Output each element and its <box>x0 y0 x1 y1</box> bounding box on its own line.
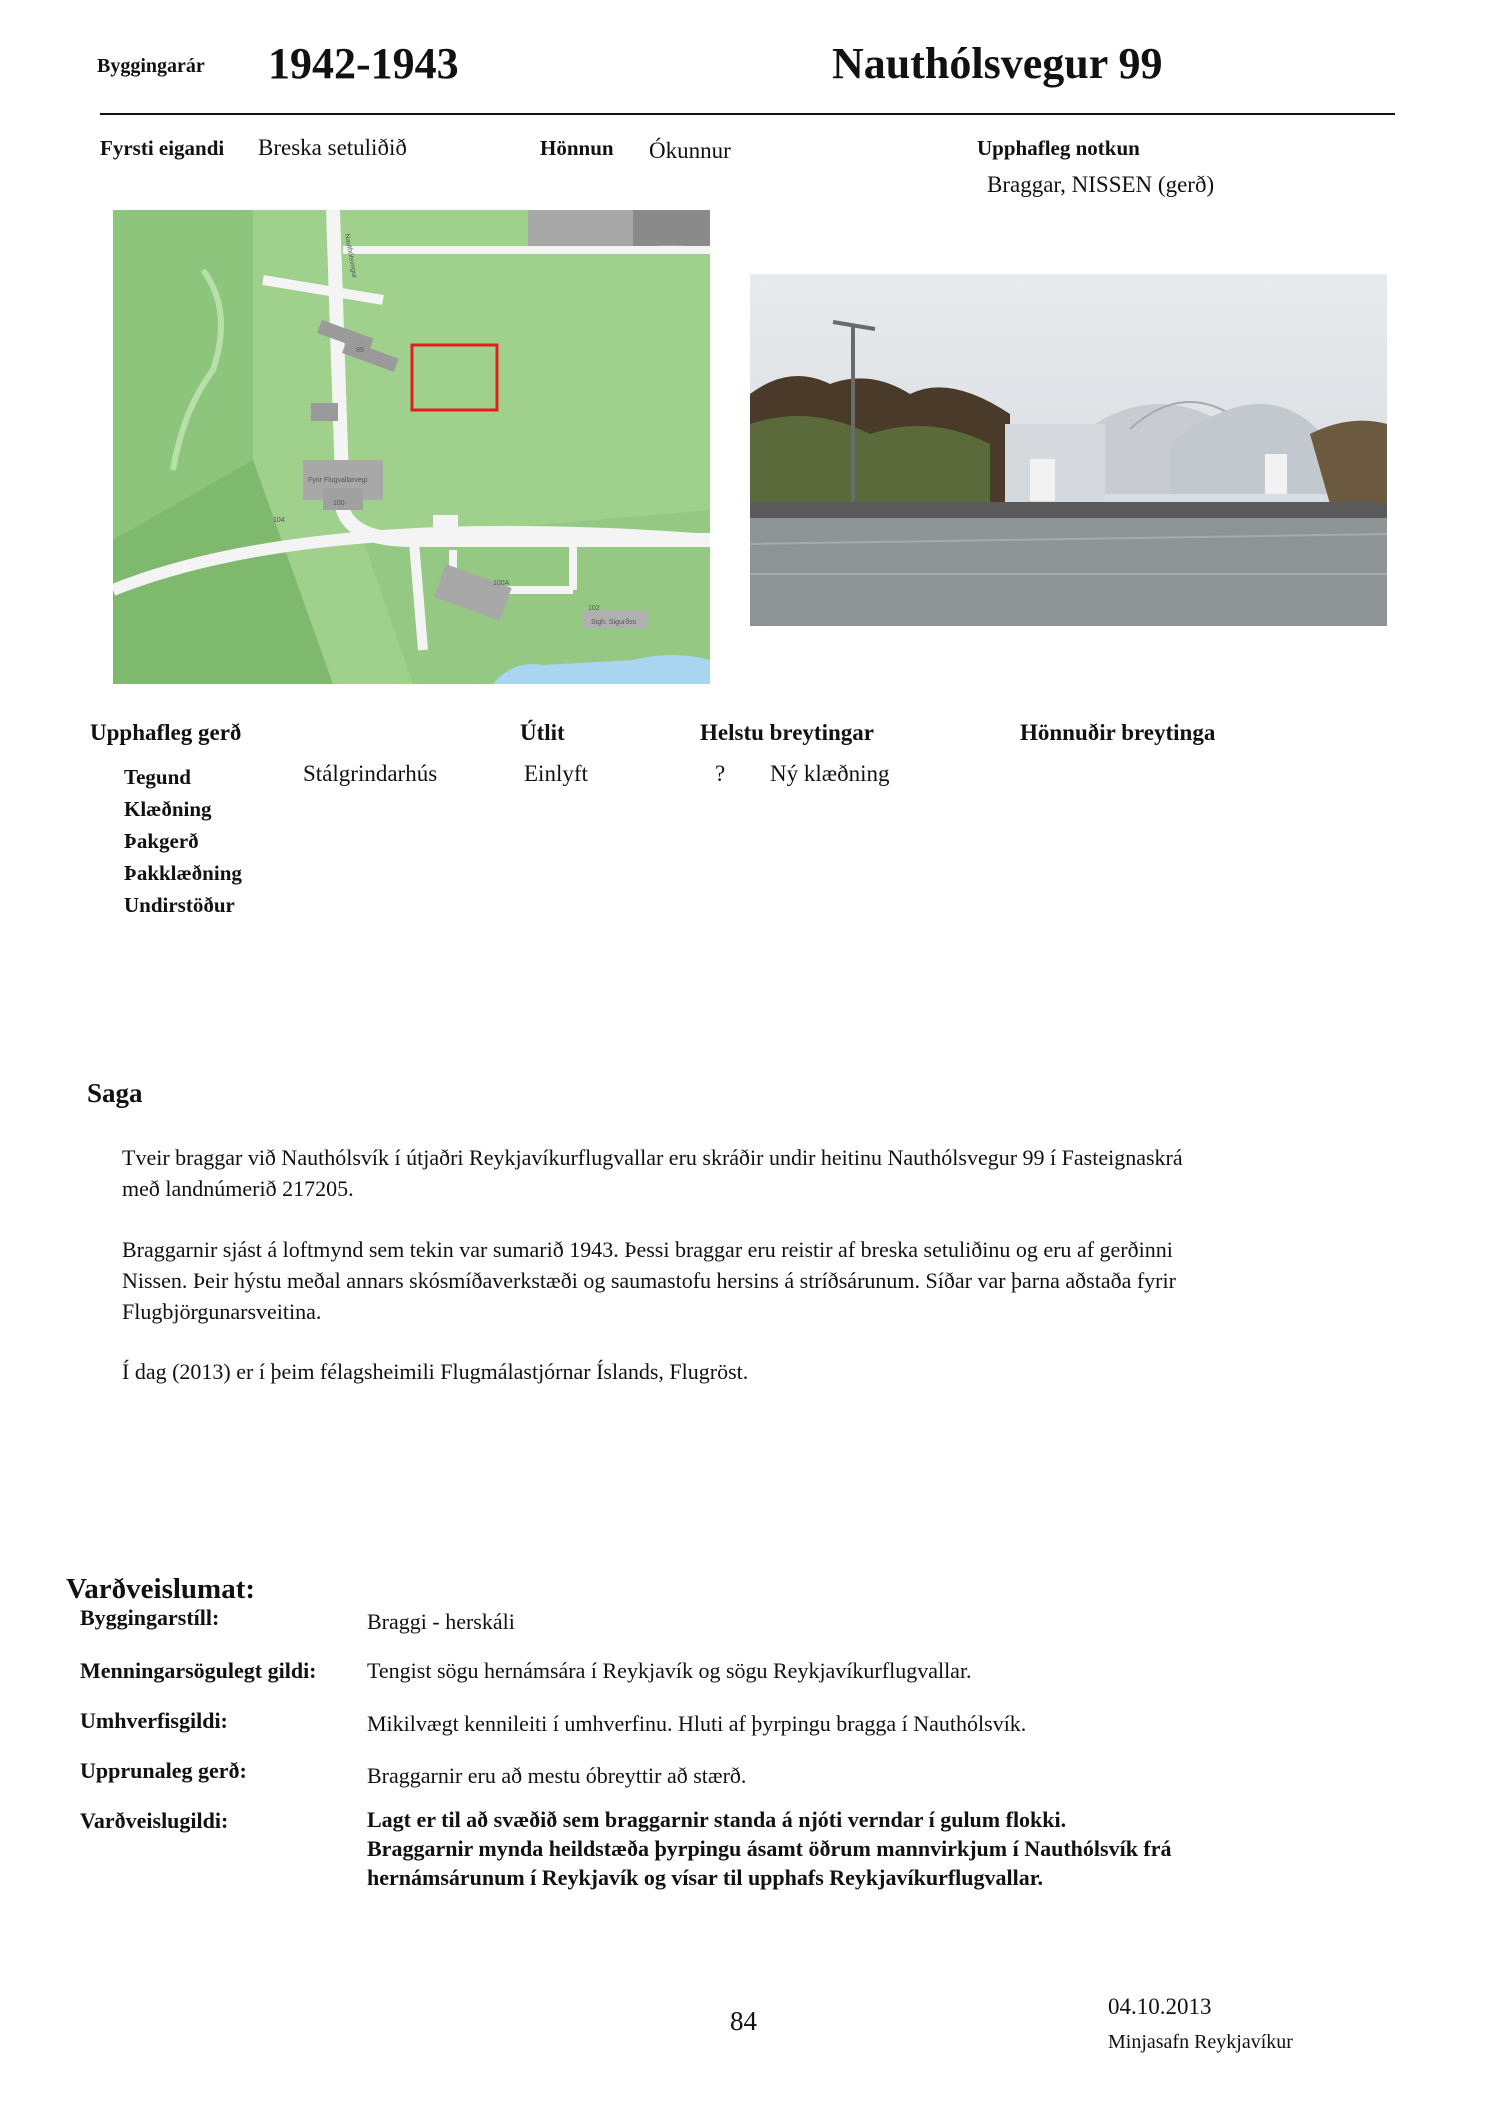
saga-title: Saga <box>87 1078 143 1108</box>
map-label-1: 100 <box>333 500 345 507</box>
conservation-title: Varðveislumat: <box>66 1573 256 1605</box>
row-label-klaedning: Klæðning <box>124 797 212 821</box>
saga-line: Flugbjörgunarsveitina. <box>122 1299 322 1324</box>
page-number: 84 <box>730 2006 757 2036</box>
saga-line: með landnúmerið 217205. <box>122 1176 354 1201</box>
type-value: Stálgrindarhús <box>303 761 438 786</box>
main-changes-header: Helstu breytingar <box>700 720 874 745</box>
saga-line: Braggarnir sjást á loftmynd sem tekin var sumarið 1943. Þessi braggar eru reistir af breska setuliðinu og eru af gerðinni <box>122 1237 1173 1262</box>
address-title: Nauthólsvegur 99 <box>832 39 1163 88</box>
environment-value: Mikilvægt kennileiti í umhverfinu. Hluti af þyrpingu bragga í Nauthólsvík. <box>367 1711 1027 1736</box>
preservation-line: Braggarnir mynda heildstæða þyrpingu ásamt öðrum mannvirkjum í Nauthólsvík frá <box>367 1836 1172 1861</box>
original-use-label: Upphafleg notkun <box>977 136 1140 160</box>
change-value: Ný klæðning <box>770 761 890 786</box>
original-use-value: Braggar, NISSEN (gerð) <box>987 172 1215 197</box>
environment-value-label: Umhverfisgildi: <box>80 1708 228 1733</box>
footer-publisher: Minjasafn Reykjavíkur <box>1108 2031 1293 2053</box>
designer-value: Ókunnur <box>649 138 731 163</box>
saga-paragraph-2 <box>122 1234 1382 1327</box>
style-value: Braggi - herskáli <box>367 1609 515 1634</box>
saga-line: Í dag (2013) er í þeim félagsheimili Flugmálastjórnar Íslands, Flugröst. <box>122 1359 749 1384</box>
cultural-value: Tengist sögu hernámsára í Reykjavík og sögu Reykjavíkurflugvallar. <box>367 1658 972 1683</box>
map-label-3: 102 <box>588 605 600 612</box>
saga-paragraph-1 <box>122 1142 1382 1204</box>
preservation-line: Lagt er til að svæðið sem braggarnir standa á njóti verndar í gulum flokki. <box>367 1807 1067 1832</box>
first-owner-value: Breska setuliðið <box>258 135 407 160</box>
design-label: Hönnun <box>540 136 614 160</box>
map-building-label: 99 <box>356 347 364 354</box>
map-label-4: 104 <box>273 517 285 524</box>
row-label-thakklaedning: Þakklæðning <box>124 861 242 885</box>
building-photo <box>750 274 1387 626</box>
original-form-value: Braggarnir eru að mestu óbreyttir að stærð. <box>367 1763 747 1788</box>
original-form-label: Upprunaleg gerð: <box>80 1758 247 1783</box>
row-label-tegund: Tegund <box>124 765 191 789</box>
saga-line: Tveir braggar við Nauthólsvík í útjaðri Reykjavíkurflugvallar eru skráðir undir heitinu Nauthólsvegur 99 í Fasteignaskrá <box>122 1145 1183 1170</box>
saga-paragraph-3 <box>122 1356 1382 1387</box>
map-label-5: Sigh. Sigurðss <box>591 619 637 626</box>
cultural-value-label: Menningarsögulegt gildi: <box>80 1658 317 1683</box>
appearance-value: Einlyft <box>524 761 588 786</box>
change-question: ? <box>715 761 726 786</box>
type-row-labels <box>124 765 242 925</box>
row-label-undirstodur: Undirstöður <box>124 893 235 917</box>
header-rule <box>100 113 1395 115</box>
preservation-value-label: Varðveislugildi: <box>80 1808 229 1833</box>
change-designers-header: Hönnuðir breytinga <box>1020 720 1216 745</box>
map-label-2: 100A <box>493 580 510 587</box>
map-label-0: Fyrir Flugvallarvegi <box>308 477 368 484</box>
saga-line: Nissen. Þeir hýstu meðal annars skósmíðaverkstæði og saumastofu hersins á stríðsárunum. Síðar var þarna aðstaða fyrir <box>122 1268 1176 1293</box>
first-owner-label: Fyrsti eigandi <box>100 136 225 160</box>
row-label-thakgerd: Þakgerð <box>124 829 199 853</box>
original-type-header: Upphafleg gerð <box>90 720 242 745</box>
location-map <box>113 210 710 684</box>
map-street-label: Nauthólsvegur <box>343 233 358 279</box>
preservation-value <box>367 1805 1172 1892</box>
construction-years: 1942-1943 <box>268 39 459 88</box>
preservation-line: hernámsárunum í Reykjavík og vísar til upphafs Reykjavíkurflugvallar. <box>367 1865 1043 1890</box>
footer-date: 04.10.2013 <box>1108 1994 1212 2019</box>
style-label: Byggingarstíll: <box>80 1605 220 1630</box>
years-label: Byggingarár <box>97 55 205 77</box>
appearance-header: Útlit <box>520 720 565 745</box>
